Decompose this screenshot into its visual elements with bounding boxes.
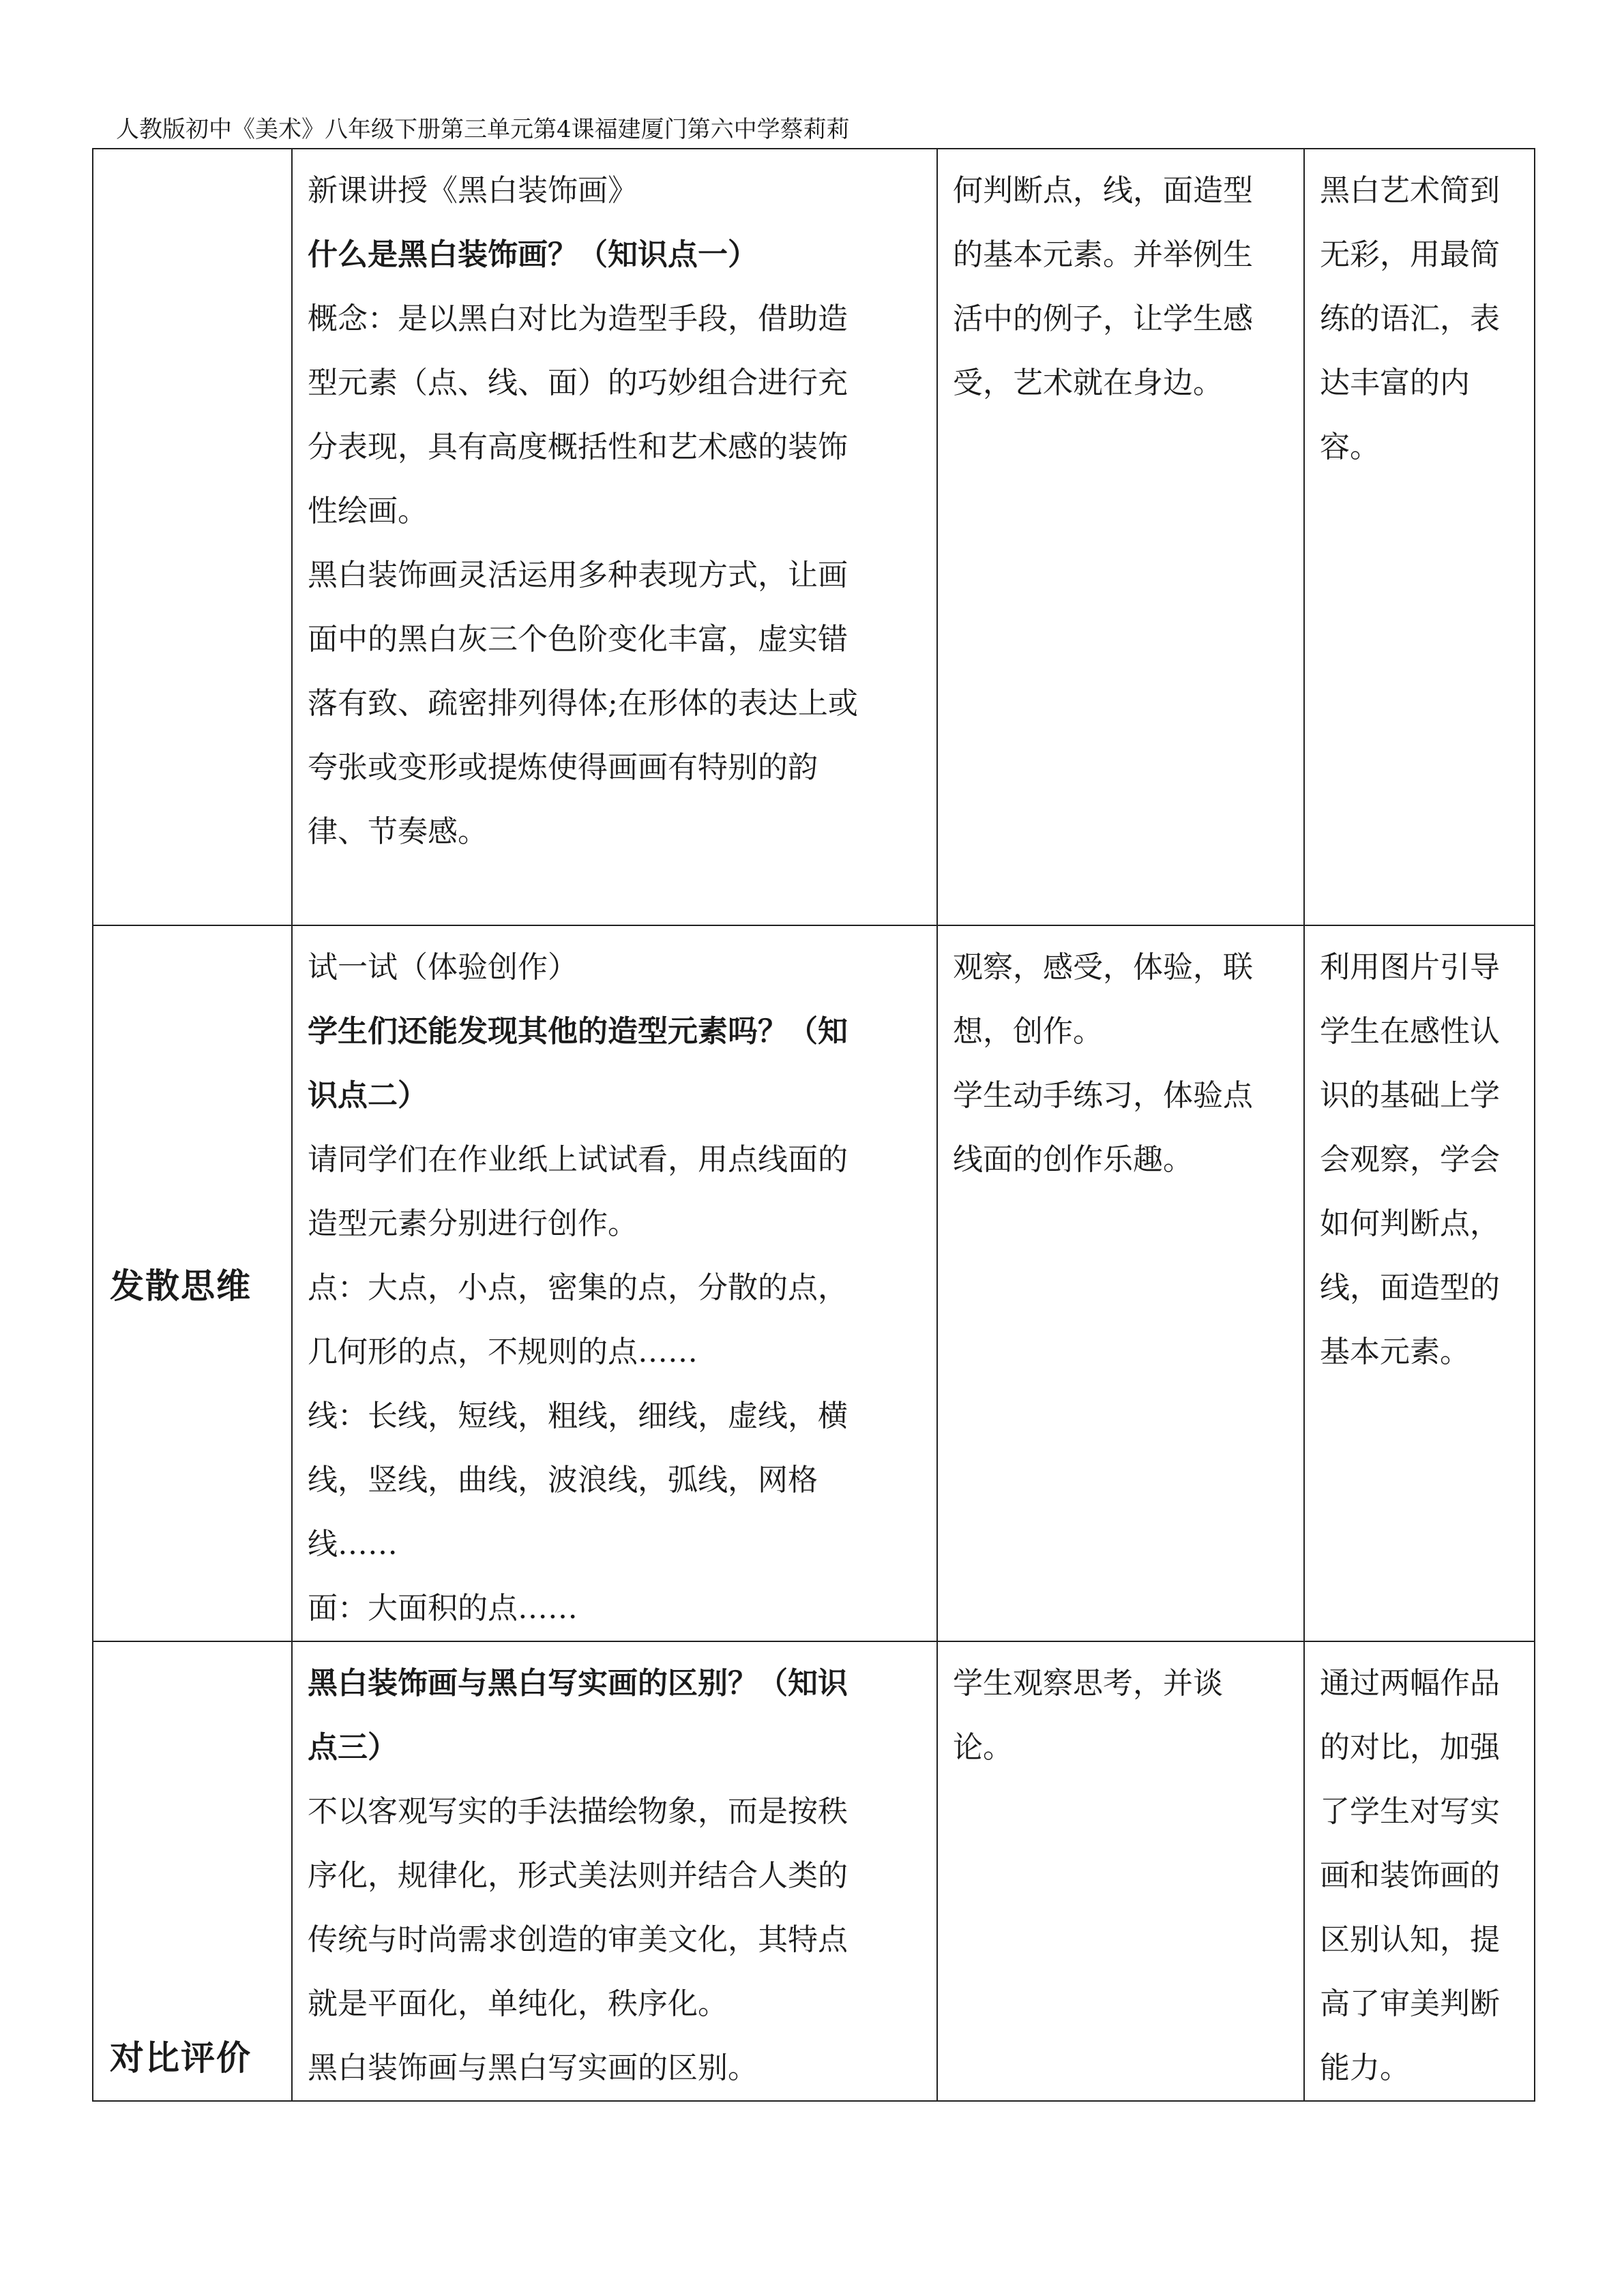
design-intent-list [1305,149,1534,479]
text-line: 黑白装饰画与黑白写实画的区别？（知识 [308,1666,848,1701]
stage-cell [93,925,292,1641]
text-line: 达丰富的内 [1320,366,1470,400]
text-line: 黑白装饰画灵活运用多种表现方式，让画 [308,558,848,593]
text-line: 了学生对写实 [1320,1794,1500,1829]
text-line: 线…… [308,1527,398,1562]
content-cell [292,925,937,1641]
stage-label: 对比评价 [110,2038,252,2078]
page-header: 人教版初中《美术》八年级下册第三单元第4课福建厦门第六中学蔡莉莉 [116,116,850,143]
text-line: 能力。 [1320,2051,1410,2085]
text-line: 识的基础上学 [1320,1078,1500,1113]
content-cell [292,149,937,925]
text-line: 受，艺术就在身边。 [953,366,1223,400]
text-line: 分表现，具有高度概括性和艺术感的装饰 [308,430,848,464]
stage-label: 发散思维 [110,1266,252,1306]
text-line: 点：大点，小点，密集的点，分散的点， [308,1270,848,1305]
text-line: 利用图片引导 [1320,950,1500,985]
text-line: 造型元素分别进行创作。 [308,1206,638,1241]
content-list [293,926,936,1641]
text-line: 容。 [1320,430,1380,464]
text-line: 请同学们在作业纸上试试看，用点线面的 [308,1142,848,1177]
text-line: 什么是黑白装饰画？（知识点一） [308,237,758,272]
design-intent-list [1305,1642,1534,2100]
design-intent-cell [1304,925,1535,1641]
text-line: 学生观察思考，并谈 [953,1666,1223,1701]
text-line: 学生们还能发现其他的造型元素吗？（知 [308,1014,848,1049]
text-line: 基本元素。 [1320,1335,1470,1369]
text-line: 论。 [953,1730,1013,1765]
student-activity-list [938,926,1303,1192]
text-line: 线，面造型的 [1320,1270,1500,1305]
table-row [93,149,1535,925]
text-line: 何判断点，线，面造型 [953,173,1253,208]
lesson-plan-table [92,148,1535,2102]
text-line: 黑白艺术简到 [1320,173,1500,208]
student-activity-list [938,1642,1303,1780]
text-line: 点三） [308,1730,398,1765]
text-line: 学生动手练习，体验点 [953,1078,1253,1113]
text-line: 学生在感性认 [1320,1014,1500,1049]
text-line: 新课讲授《黑白装饰画》 [308,173,638,208]
text-line: 落有致、疏密排列得体;在形体的表达上或 [308,686,858,721]
design-intent-cell [1304,1641,1535,2101]
text-line: 黑白装饰画与黑白写实画的区别。 [308,2051,758,2085]
table-row [93,1641,1535,2101]
content-list [293,149,936,864]
content-cell [292,1641,937,2101]
text-line: 想，创作。 [953,1014,1103,1049]
text-line: 高了审美判断 [1320,1986,1500,2021]
text-line: 的基本元素。并举例生 [953,237,1253,272]
text-line: 观察，感受，体验，联 [953,950,1253,985]
text-line: 通过两幅作品 [1320,1666,1500,1701]
text-line: 几何形的点，不规则的点…… [308,1335,698,1369]
text-line: 试一试（体验创作） [308,950,578,985]
text-line: 线：长线，短线，粗线，细线，虚线，横 [308,1399,848,1433]
stage-cell [93,1641,292,2101]
text-line: 概念：是以黑白对比为造型手段，借助造 [308,301,848,336]
student-activity-list [938,149,1303,415]
text-line: 就是平面化，单纯化，秩序化。 [308,1986,728,2021]
text-line: 线，竖线，曲线，波浪线，弧线，网格 [308,1463,818,1497]
design-intent-cell [1304,149,1535,925]
text-line: 不以客观写实的手法描绘物象，而是按秩 [308,1794,848,1829]
text-line: 性绘画。 [308,494,428,528]
text-line: 区别认知，提 [1320,1922,1500,1957]
stage-cell [93,149,292,925]
text-line: 序化，规律化，形式美法则并结合人类的 [308,1858,848,1893]
text-line: 传统与时尚需求创造的审美文化，其特点 [308,1922,848,1957]
text-line: 会观察，学会 [1320,1142,1500,1177]
text-line: 线面的创作乐趣。 [953,1142,1193,1177]
text-line: 活中的例子，让学生感 [953,301,1253,336]
content-list [293,1642,936,2100]
text-line: 夸张或变形或提炼使得画画有特别的韵 [308,750,818,785]
text-line: 的对比，加强 [1320,1730,1500,1765]
student-activity-cell [937,925,1304,1641]
design-intent-list [1305,926,1534,1384]
table-row [93,925,1535,1641]
text-line: 无彩，用最简 [1320,237,1500,272]
text-line: 面：大面积的点…… [308,1591,578,1626]
student-activity-cell [937,1641,1304,2101]
text-line: 练的语汇，表 [1320,301,1500,336]
text-line: 如何判断点， [1320,1206,1500,1241]
text-line: 画和装饰画的 [1320,1858,1500,1893]
text-line: 面中的黑白灰三个色阶变化丰富，虚实错 [308,622,848,657]
student-activity-cell [937,149,1304,925]
text-line: 型元素（点、线、面）的巧妙组合进行充 [308,366,848,400]
text-line: 识点二） [308,1078,428,1113]
text-line: 律、节奏感。 [308,814,488,849]
